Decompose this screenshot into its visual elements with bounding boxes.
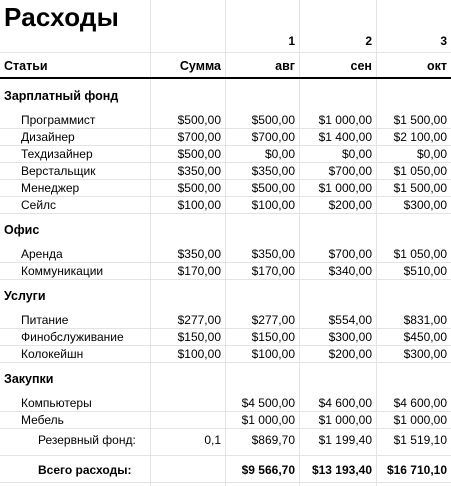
month-value-cell[interactable]: $4 500,00 <box>241 396 295 410</box>
period-number: 2 <box>365 34 372 48</box>
month-value-cell[interactable]: $554,00 <box>328 313 372 327</box>
month-value-cell[interactable]: $150,00 <box>251 330 295 344</box>
month-value-cell[interactable]: $0,00 <box>341 147 372 161</box>
row-label: Менеджер <box>21 181 80 195</box>
reserve-label: Резервный фонд: <box>38 433 136 447</box>
month-value-cell[interactable]: $300,00 <box>403 347 447 361</box>
total-value[interactable]: $13 193,40 <box>311 463 372 477</box>
grid-row-line <box>0 213 451 214</box>
month-value-cell[interactable]: $1 000,00 <box>393 413 447 427</box>
grid-row-line <box>0 279 451 280</box>
amount-cell[interactable]: $100,00 <box>177 198 221 212</box>
grid-row-line <box>0 455 451 456</box>
section-header: Услуги <box>4 289 46 303</box>
section-header: Офис <box>4 223 40 237</box>
row-label: Программист <box>21 113 96 127</box>
amount-cell[interactable]: $700,00 <box>177 130 221 144</box>
column-header-month: сен <box>350 59 372 73</box>
month-value-cell[interactable]: $450,00 <box>403 330 447 344</box>
amount-cell[interactable]: $500,00 <box>177 113 221 127</box>
amount-cell[interactable]: $100,00 <box>177 347 221 361</box>
month-value-cell[interactable]: $0,00 <box>416 147 447 161</box>
amount-cell[interactable]: $500,00 <box>177 181 221 195</box>
month-value-cell[interactable]: $350,00 <box>251 247 295 261</box>
month-value-cell[interactable]: $1 500,00 <box>393 113 447 127</box>
month-value-cell[interactable]: $1 050,00 <box>393 247 447 261</box>
month-value-cell[interactable]: $1 000,00 <box>318 413 372 427</box>
amount-cell[interactable]: $350,00 <box>177 247 221 261</box>
month-value-cell[interactable]: $100,00 <box>251 198 295 212</box>
month-value-cell[interactable]: $340,00 <box>328 264 372 278</box>
total-label: Всего расходы: <box>38 463 132 477</box>
amount-cell[interactable]: $350,00 <box>177 164 221 178</box>
row-label: Колокейшн <box>21 347 84 361</box>
total-value[interactable]: $9 566,70 <box>241 463 295 477</box>
row-label: Верстальщик <box>21 164 96 178</box>
month-value-cell[interactable]: $300,00 <box>328 330 372 344</box>
month-value-cell[interactable]: $500,00 <box>251 181 295 195</box>
sheet-title: Расходы <box>4 2 120 32</box>
row-label: Коммуникации <box>21 264 104 278</box>
month-value-cell[interactable]: $1 000,00 <box>241 413 295 427</box>
reserve-value[interactable]: $1 519,10 <box>393 433 447 447</box>
month-value-cell[interactable]: $1 400,00 <box>318 130 372 144</box>
grid-row-line <box>0 362 451 363</box>
reserve-value[interactable]: $869,70 <box>251 433 295 447</box>
month-value-cell[interactable]: $300,00 <box>403 198 447 212</box>
row-label: Мебель <box>21 413 64 427</box>
period-number: 1 <box>288 34 295 48</box>
column-header-items: Статьи <box>4 59 48 73</box>
month-value-cell[interactable]: $0,00 <box>264 147 295 161</box>
amount-cell[interactable]: $500,00 <box>177 147 221 161</box>
reserve-value[interactable]: $1 199,40 <box>318 433 372 447</box>
section-header: Зарплатный фонд <box>4 89 119 103</box>
row-label: Аренда <box>21 247 63 261</box>
row-label: Дизайнер <box>21 130 75 144</box>
month-value-cell[interactable]: $1 500,00 <box>393 181 447 195</box>
month-value-cell[interactable]: $1 000,00 <box>318 113 372 127</box>
month-value-cell[interactable]: $700,00 <box>328 164 372 178</box>
row-label: Питание <box>21 313 69 327</box>
month-value-cell[interactable]: $4 600,00 <box>393 396 447 410</box>
month-value-cell[interactable]: $200,00 <box>328 347 372 361</box>
reserve-rate[interactable]: 0,1 <box>204 433 221 447</box>
amount-cell[interactable]: $150,00 <box>177 330 221 344</box>
header-underline <box>0 77 451 79</box>
row-label: Сейлс <box>21 198 57 212</box>
grid-row-line <box>0 482 451 483</box>
month-value-cell[interactable]: $350,00 <box>251 164 295 178</box>
total-value[interactable]: $16 710,10 <box>386 463 447 477</box>
column-header-month: окт <box>426 59 447 73</box>
amount-cell[interactable]: $277,00 <box>177 313 221 327</box>
month-value-cell[interactable]: $831,00 <box>403 313 447 327</box>
grid-row-line <box>0 428 451 429</box>
row-label: Компьютеры <box>21 396 92 410</box>
row-label: Финобслуживание <box>21 330 124 344</box>
amount-cell[interactable]: $170,00 <box>177 264 221 278</box>
month-value-cell[interactable]: $170,00 <box>251 264 295 278</box>
month-value-cell[interactable]: $4 600,00 <box>318 396 372 410</box>
month-value-cell[interactable]: $700,00 <box>328 247 372 261</box>
month-value-cell[interactable]: $200,00 <box>328 198 372 212</box>
period-number: 3 <box>440 34 447 48</box>
column-header-month: авг <box>275 59 295 73</box>
month-value-cell[interactable]: $100,00 <box>251 347 295 361</box>
column-header-amount: Сумма <box>179 59 221 73</box>
row-label: Техдизайнер <box>21 147 93 161</box>
month-value-cell[interactable]: $1 050,00 <box>393 164 447 178</box>
month-value-cell[interactable]: $2 100,00 <box>393 130 447 144</box>
month-value-cell[interactable]: $277,00 <box>251 313 295 327</box>
month-value-cell[interactable]: $500,00 <box>251 113 295 127</box>
section-header: Закупки <box>4 372 54 386</box>
month-value-cell[interactable]: $700,00 <box>251 130 295 144</box>
month-value-cell[interactable]: $1 000,00 <box>318 181 372 195</box>
month-value-cell[interactable]: $510,00 <box>403 264 447 278</box>
grid-row-line <box>0 52 451 53</box>
